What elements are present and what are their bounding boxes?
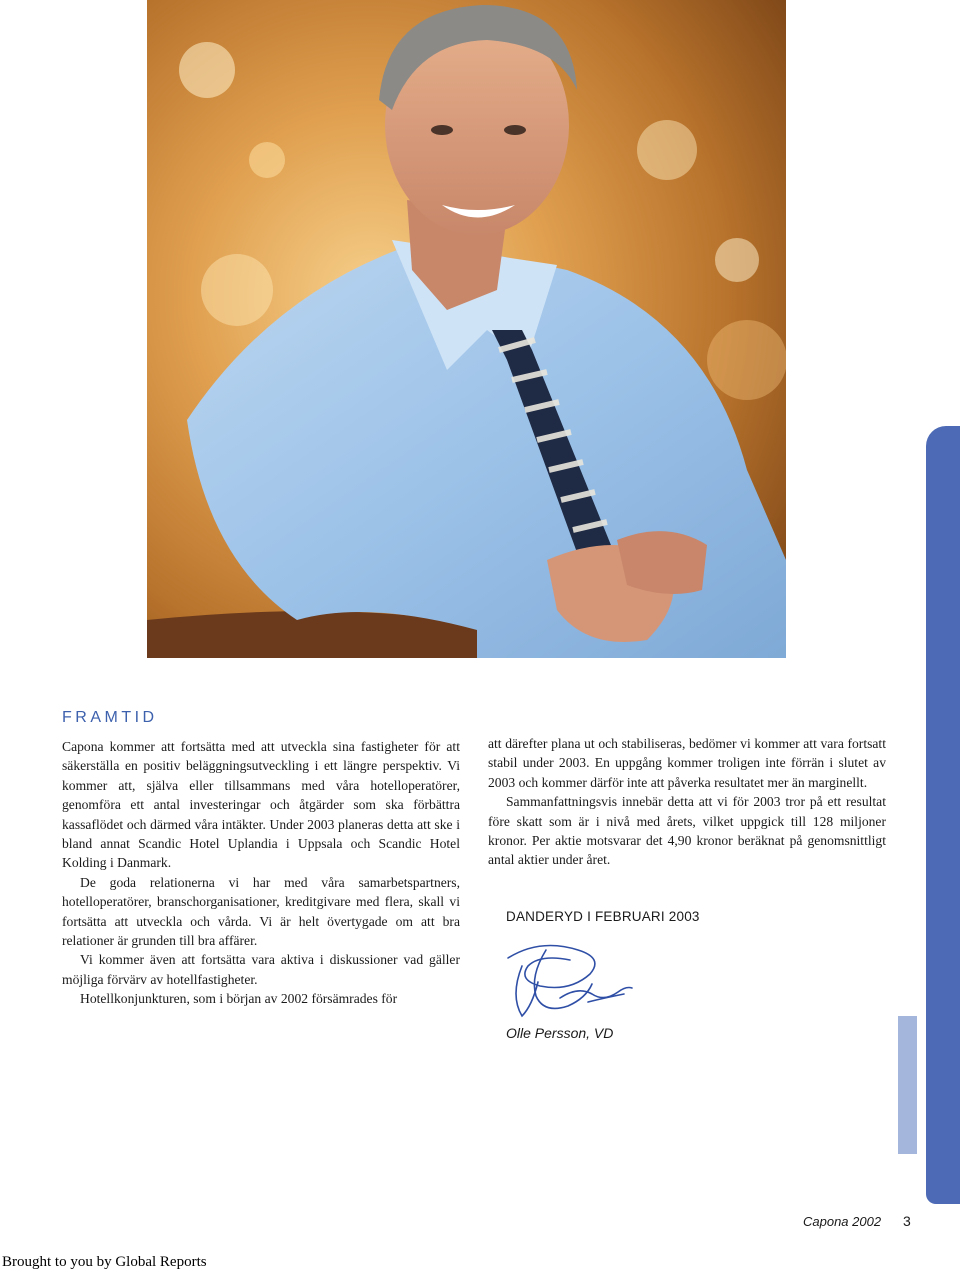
section-heading: FRAMTID — [62, 709, 158, 726]
publication-name: Capona 2002 — [803, 1214, 882, 1229]
paragraph: Sammanfattningsvis innebär detta att vi för 2003 tror på ett resultat före skatt som är i nivå med årets, vilket uppgick till 128 miljoner kronor. Per aktie motsvarar det 4,90 kronor beräknat på genomsnittligt antal aktier under året. — [488, 794, 886, 868]
credit-line: Brought to you by Global Reports — [2, 1254, 207, 1270]
right-text-column — [488, 734, 886, 870]
paragraph: De goda relationerna vi har med våra samarbetspartners, hotelloperatörer, branschorganisationer, kreditgivare med flera, skall vi fortsätta att utveckla och vårda. Vi är helt övertygade om att bra relationer är grunden till bra affärer. — [62, 874, 460, 949]
paragraph: Hotellkonjunkturen, som i början av 2002 försämrades för — [80, 991, 398, 1007]
signer-name: Olle Persson, VD — [506, 1025, 614, 1041]
handwritten-signature-icon — [500, 936, 640, 1022]
portrait-photo — [147, 0, 786, 658]
dateline: DANDERYD I FEBRUARI 2003 — [506, 909, 700, 924]
left-text-column — [62, 737, 460, 1009]
portrait-photo-icon — [147, 0, 786, 658]
side-accent-bar — [926, 426, 960, 1204]
paragraph: att därefter plana ut och stabiliseras, bedömer vi kommer att vara fortsatt stabil under 2003. En uppgång kommer troligen inte förrän i slutet av 2003 och kommer därför inte att påverka resultatet mer än marginellt. — [488, 736, 886, 790]
side-accent-bar-light — [898, 1016, 917, 1154]
paragraph: Capona kommer att fortsätta med att utveckla sina fastigheter för att säkerställa en positiv beläggningsutveckling i ett längre perspektiv. Vi kommer att, själva eller tillsammans med våra hotelloperatörer, genomföra ett antal investeringar och åtgärder som ska förbättra kassaflödet och därmed våra intäkter. Under 2003 planeras detta att ske i bland annat Scandic Hotel Uplandia i Uppsala och Scandic Hotel Kolding i Danmark. — [62, 739, 460, 871]
page-number: 3 — [903, 1213, 911, 1229]
paragraph: Vi kommer även att fortsätta vara aktiva i diskussioner vad gäller möjliga förvärv av hotellfastigheter. — [62, 952, 460, 987]
